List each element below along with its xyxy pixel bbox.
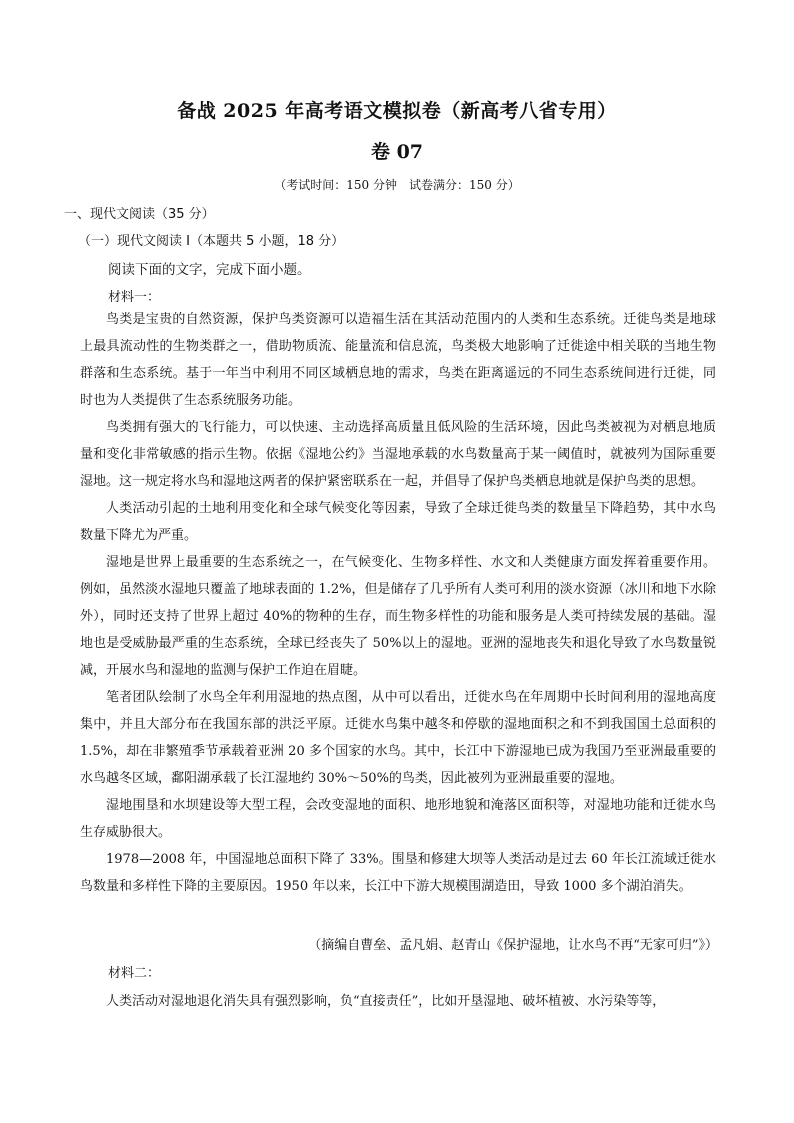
exam-volume-label: 卷 07 [370,141,424,163]
paragraph: 1978—2008 年，中国湿地总面积下降了 33%。围垦和修建大坝等人类活动是过去 60 年长江流域迁徙水鸟数量和多样性下降的主要原因。1950 年以来，长江中下游大规模围湖造田，导致 1000 多个湖泊消失。 [80,852,716,894]
material-two-label: 材料二： [108,966,161,981]
material-one-label: 材料一： [108,290,161,305]
section-heading: 一、现代文阅读（35 分） [64,207,215,222]
page-title: 备战 2025 年高考语文模拟卷（新高考八省专用） [177,100,617,122]
paragraph: 湿地围垦和水坝建设等大型工程，会改变湿地的面积、地形地貌和淹落区面积等，对湿地功能和迁徙水鸟生存威胁很大。 [80,798,716,840]
material-one-body [80,306,716,900]
paragraph: 人类活动引起的土地利用变化和全球气候变化等因素，导致了全球迁徙鸟类的数量呈下降趋势，其中水鸟数量下降尤为严重。 [80,501,716,543]
material-one-source: （摘编自曹垒、孟凡娟、赵青山《保护湿地，让水鸟不再“无家可归”》） [308,938,718,953]
material-two-body [80,988,716,1015]
exam-meta: （考试时间：150 分钟 试卷满分：150 分） [274,178,520,192]
paragraph: 鸟类是宝贵的自然资源，保护鸟类资源可以造福生活在其活动范围内的人类和生态系统。迁徙鸟类是地球上最具流动性的生物类群之一，借助物质流、能量流和信息流，鸟类极大地影响了迁徙途中相关联的当地生物群落和生态系统。基于一年当中利用不同区域栖息地的需求，鸟类在距离遥远的不同生态系统间进行迁徙，同时也为人类提供了生态系统服务功能。 [80,312,716,408]
paragraph: 鸟类拥有强大的飞行能力，可以快速、主动选择高质量且低风险的生活环境，因此鸟类被视为对栖息地质量和变化非常敏感的指示生物。依据《湿地公约》当湿地承载的水鸟数量高于某一阈值时，就被列为国际重要湿地。这一规定将水鸟和湿地这两者的保护紧密联系在一起，并倡导了保护鸟类栖息地就是保护鸟类的思想。 [80,420,716,489]
paragraph: 人类活动对湿地退化消失具有强烈影响，负“直接责任”，比如开垦湿地、破坏植被、水污染等等， [106,994,666,1009]
section-subheading: （一）现代文阅读 I（本题共 5 小题，18 分） [78,234,345,249]
paragraph: 笔者团队绘制了水鸟全年利用湿地的热点图，从中可以看出，迁徙水鸟在年周期中长时间利用的湿地高度集中，并且大部分布在我国东部的洪泛平原。迁徙水鸟集中越冬和停歇的湿地面积之和不到我国国土总面积的 1.5%，却在非繁殖季节承载着亚洲 20 多个国家的水鸟。其中，长江中下游湿地已成为我国乃至亚洲最重要的水鸟越冬区域，鄱阳湖承载了长江湿地约 30%～50%的鸟类，因此被列为亚洲最重要的湿地。 [80,690,716,786]
reading-instruction: 阅读下面的文字，完成下面小题。 [108,262,311,278]
paragraph: 湿地是世界上最重要的生态系统之一，在气候变化、生物多样性、水文和人类健康方面发挥着重要作用。例如，虽然淡水湿地只覆盖了地球表面的 1.2%，但是储存了几乎所有人类可利用的淡水资源（冰川和地下水除外），同时还支持了世界上超过 40%的物种的生存，而生物多样性的功能和服务是人类可持续发展的基础。湿地也是受威胁最严重的生态系统，全球已经丧失了 50%以上的湿地。亚洲的湿地丧失和退化导致了水鸟数量锐减，开展水鸟和湿地的监测与保护工作迫在眉睫。 [80,555,716,678]
